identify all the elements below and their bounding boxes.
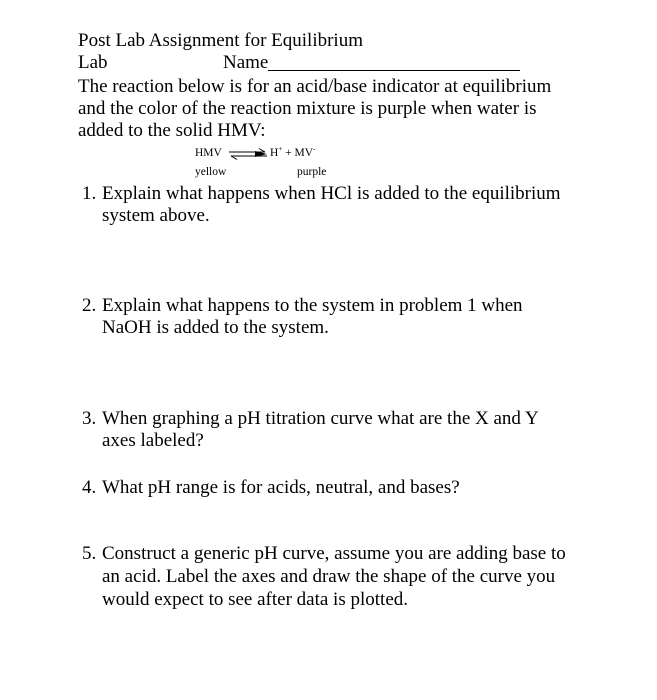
name-blank-line bbox=[268, 70, 520, 71]
intro-line: added to the solid HMV: bbox=[78, 120, 266, 141]
product-h-charge: + bbox=[278, 145, 283, 153]
question-text: system above. bbox=[102, 205, 210, 226]
question-text: NaOH is added to the system. bbox=[102, 317, 329, 338]
product-mv: MV bbox=[294, 147, 314, 159]
question-text: What pH range is for acids, neutral, and bases? bbox=[102, 477, 460, 498]
name-label: Name bbox=[223, 52, 269, 73]
equation-plus: + bbox=[285, 147, 292, 159]
question-text: an acid. Label the axes and draw the shape of the curve you bbox=[102, 566, 556, 587]
product-color-label: purple bbox=[297, 166, 327, 178]
intro-line: and the color of the reaction mixture is purple when water is bbox=[78, 98, 537, 119]
lab-label: Lab bbox=[78, 52, 108, 73]
question-number: 3. bbox=[82, 408, 97, 429]
product-mv-charge: - bbox=[313, 145, 316, 153]
question-text: Construct a generic pH curve, assume you are adding base to bbox=[102, 543, 566, 564]
product-h: H bbox=[270, 147, 279, 159]
question-number: 1. bbox=[82, 183, 97, 204]
question-number: 5. bbox=[82, 543, 97, 564]
question-number: 2. bbox=[82, 295, 97, 316]
equilibrium-arrow-icon bbox=[227, 147, 269, 159]
question-text: axes labeled? bbox=[102, 430, 204, 451]
question-text: Explain what happens when HCl is added to the equilibrium bbox=[102, 183, 561, 204]
question-number: 4. bbox=[82, 477, 97, 498]
question-text: would expect to see after data is plotted. bbox=[102, 589, 409, 610]
intro-line: The reaction below is for an acid/base indicator at equilibrium bbox=[78, 76, 552, 97]
page-title: Post Lab Assignment for Equilibrium bbox=[78, 30, 363, 51]
question-text: Explain what happens to the system in problem 1 when bbox=[102, 295, 523, 316]
equation-products bbox=[270, 146, 315, 160]
question-text: When graphing a pH titration curve what are the X and Y bbox=[102, 408, 539, 429]
reactant-color-label: yellow bbox=[195, 166, 227, 178]
equation-reactant: HMV bbox=[195, 147, 222, 159]
